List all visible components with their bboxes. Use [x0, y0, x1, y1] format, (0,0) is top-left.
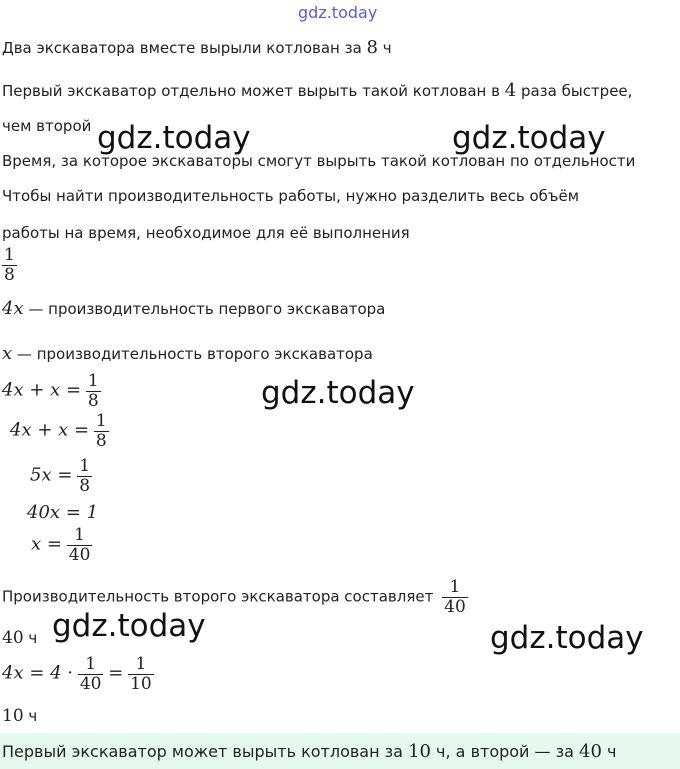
given-1-number: 8 [366, 37, 378, 58]
variable-2: x [2, 343, 13, 364]
equation-5 [31, 526, 92, 564]
answer-text [2, 741, 616, 762]
watermark: gdz.today [452, 120, 606, 156]
equation-1 [2, 372, 101, 410]
fraction-numerator: 1 [449, 577, 461, 597]
equation-3-lhs: 5x = [30, 464, 73, 486]
second-time-line [2, 628, 37, 648]
given-line-1 [2, 37, 392, 58]
fraction-numerator: 1 [4, 245, 15, 265]
fraction-numerator: 1 [135, 654, 147, 674]
rule-line-1: Чтобы найти производительность работы, нужно разделить весь объём [2, 187, 580, 205]
rule-line-2: работы на время, необходимое для её выполнения [2, 224, 410, 242]
watermark: gdz.today [261, 375, 415, 411]
variable-1: 4x [2, 298, 24, 319]
first-time-unit: ч [23, 707, 38, 725]
fraction-denominator: 40 [68, 544, 91, 565]
fraction-numerator: 1 [79, 456, 91, 476]
second-productivity-text: Производительность второго экскаватора составляет [2, 587, 434, 606]
fraction-denominator: 8 [4, 264, 15, 285]
fraction-denominator: 8 [79, 475, 91, 496]
question-line: Время, за которое экскаваторы смогут вырыть такой котлован по отдельности [2, 152, 636, 170]
given-2-text-b: раза быстрее, [516, 82, 633, 100]
given-1-text: Два экскаватора вместе вырыли котлован за [2, 39, 367, 57]
equation-3 [30, 457, 92, 495]
equation-5-lhs: x = [31, 533, 62, 555]
watermark-top: gdz.today [298, 3, 378, 22]
answer-text-b: ч, а второй — за [430, 742, 580, 761]
fraction-numerator: 1 [87, 371, 99, 391]
answer-number-2: 40 [579, 741, 602, 762]
variable-1-text: — производительность первого экскаватора [23, 300, 386, 318]
fraction-denominator: 8 [95, 430, 107, 451]
second-time-unit: ч [23, 629, 38, 647]
given-line-3: чем второй [2, 117, 92, 135]
given-1-unit: ч [378, 39, 392, 57]
answer-text-a: Первый экскаватор может вырыть котлован за [2, 742, 409, 761]
equation-2-lhs: 4x + x = [10, 419, 90, 441]
calc-equals: = [108, 662, 124, 684]
equation-2 [10, 412, 109, 450]
fraction-denominator: 8 [87, 390, 99, 411]
fraction-numerator: 1 [74, 525, 85, 545]
first-time-calculation [2, 655, 154, 693]
first-time-line [2, 706, 37, 726]
fraction-numerator: 1 [95, 411, 107, 431]
fraction-denominator: 10 [130, 673, 152, 694]
fraction-numerator: 1 [85, 654, 97, 674]
first-time-number: 10 [2, 706, 24, 726]
answer-box [0, 733, 680, 769]
watermark: gdz.today [52, 608, 206, 644]
given-line-2 [2, 80, 632, 101]
variable-line-2 [2, 343, 373, 364]
total-rate-fraction [2, 246, 17, 284]
variable-2-text: — производительность второго экскаватора [12, 345, 373, 363]
equation-4: 40x = 1 [27, 502, 99, 523]
answer-text-c: ч [601, 742, 617, 761]
second-time-number: 40 [2, 628, 24, 648]
variable-line-1 [2, 298, 385, 319]
watermark: gdz.today [97, 120, 251, 156]
answer-number-1: 10 [408, 741, 431, 762]
equation-1-lhs: 4x + x = [2, 379, 82, 401]
watermark: gdz.today [490, 620, 644, 656]
calc-lhs: 4x = 4 · [2, 662, 74, 684]
given-2-number: 4 [504, 80, 517, 101]
fraction-denominator: 40 [444, 596, 466, 617]
fraction-denominator: 40 [79, 673, 102, 694]
given-2-text-a: Первый экскаватор отдельно может вырыть такой котлован в [2, 82, 505, 100]
